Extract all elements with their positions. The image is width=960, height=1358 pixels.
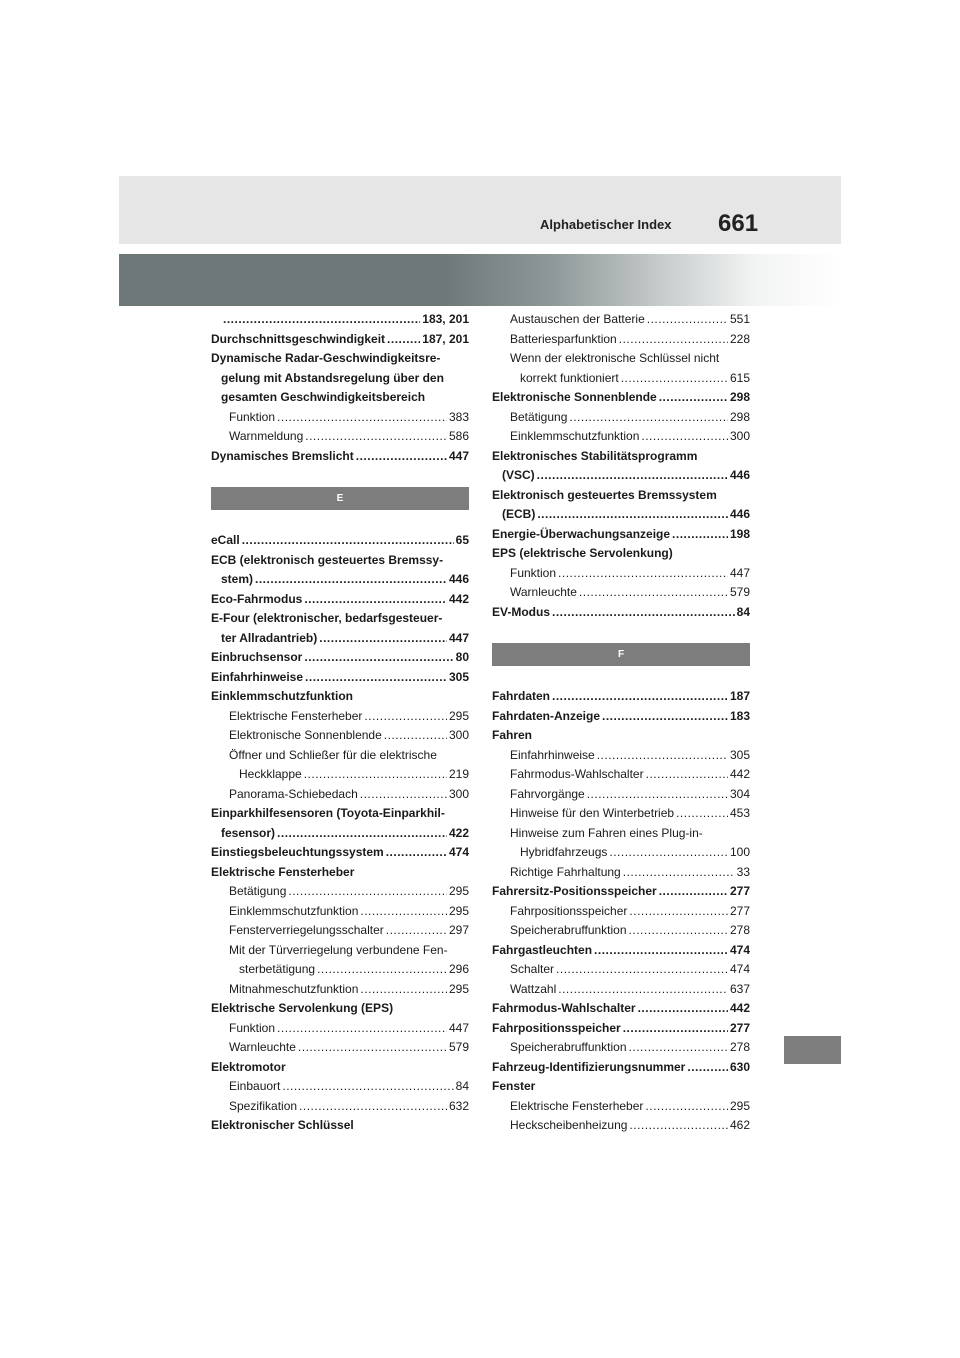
leader-dots: [223, 310, 420, 330]
page-reference: 304: [729, 786, 750, 801]
entry-text: Funktion: [229, 1020, 276, 1035]
entry-text: Elektronisches Stabilitätsprogramm: [492, 448, 698, 463]
page-reference: 187, 201: [422, 331, 469, 346]
page-reference: 65: [455, 533, 469, 547]
entry-text: Batteriesparfunktion: [510, 331, 617, 346]
leader-dots: [687, 1058, 728, 1078]
page-reference: 298: [729, 409, 750, 424]
entry-text: Heckklappe: [239, 767, 302, 781]
index-subentry[interactable]: [492, 902, 750, 922]
leader-dots: [587, 785, 728, 805]
entry-text: Fahren: [492, 728, 533, 742]
leader-dots: [299, 1097, 447, 1117]
leader-dots: [298, 1038, 447, 1058]
index-entry[interactable]: [211, 843, 469, 863]
index-subentry[interactable]: [492, 1038, 750, 1058]
index-entry[interactable]: [211, 629, 469, 649]
leader-dots: [602, 707, 728, 727]
index-entry[interactable]: [492, 1019, 750, 1039]
index-subentry: [492, 824, 750, 844]
page-reference: 300: [448, 728, 469, 742]
leader-dots: [537, 505, 728, 525]
index-entry[interactable]: [211, 824, 469, 844]
page-reference: 579: [729, 585, 750, 599]
entry-text: Einklemmschutzfunktion: [510, 429, 640, 443]
entry-text: Betätigung: [229, 884, 287, 898]
leader-dots: [623, 863, 735, 883]
leader-dots: [304, 765, 447, 785]
entry-text: Eco-Fahrmodus: [211, 591, 303, 606]
index-column-right: [492, 310, 750, 1136]
entry-text: Einbauort: [229, 1079, 281, 1093]
entry-text: Hinweise für den Winterbetrieb: [510, 806, 675, 820]
page-reference: 615: [729, 370, 750, 385]
page-reference: 446: [729, 507, 750, 521]
page-reference: 33: [736, 864, 750, 879]
leader-dots: [645, 1097, 728, 1117]
index-subentry[interactable]: [492, 843, 750, 863]
leader-dots: [282, 1077, 453, 1097]
entry-text: ECB (elektronisch gesteuertes Bremssy-: [211, 552, 444, 567]
page-reference: 300: [729, 429, 750, 443]
entry-text: Mit der Türverriegelung verbundene Fen-: [229, 942, 448, 957]
entry-text: sterbetätigung: [239, 962, 316, 976]
index-entry[interactable]: [211, 531, 469, 551]
leader-dots: [360, 980, 447, 1000]
entry-text: Fahrvorgänge: [510, 786, 585, 801]
index-subentry[interactable]: [492, 427, 750, 447]
index-entry[interactable]: [492, 603, 750, 623]
index-subentry[interactable]: [211, 1038, 469, 1058]
entry-text: Panorama-Schiebedach: [229, 786, 358, 801]
entry-text: Wenn der elektronische Schlüssel nicht: [510, 351, 720, 365]
entry-text: Einbruchsensor: [211, 650, 303, 664]
page-reference: 446: [729, 468, 750, 482]
page-reference: 183: [729, 708, 750, 723]
index-entry: [211, 999, 469, 1019]
entry-text: Spezifikation: [229, 1098, 298, 1113]
index-entry[interactable]: [492, 466, 750, 486]
page-reference: 80: [455, 650, 469, 664]
entry-text: (ECB): [502, 507, 536, 521]
page-reference: 462: [729, 1118, 750, 1132]
page-reference: 447: [448, 630, 469, 645]
entry-text: Durchschnittsgeschwindigkeit: [211, 331, 386, 346]
entry-text: Dynamisches Bremslicht: [211, 448, 354, 463]
leader-dots: [304, 648, 453, 668]
entry-text: stem): [221, 572, 254, 586]
leader-dots: [305, 668, 447, 688]
index-subentry[interactable]: [492, 1116, 750, 1136]
index-subentry[interactable]: [211, 882, 469, 902]
leader-dots: [594, 941, 728, 961]
page-reference: 637: [729, 981, 750, 996]
entry-text: Dynamische Radar-Geschwindigkeitsre-: [211, 351, 441, 365]
entry-text: Hybridfahrzeugs: [520, 845, 608, 859]
entry-text: Fahrmodus-Wahlschalter: [492, 1001, 636, 1015]
entry-text: Richtige Fahrhaltung: [510, 864, 621, 879]
entry-text: Elektronische Sonnenblende: [229, 728, 382, 742]
chapter-bar: [119, 254, 841, 306]
page-reference: 447: [729, 565, 750, 580]
page-reference: 295: [448, 981, 469, 996]
entry-text: fesensor): [221, 825, 276, 840]
leader-dots: [360, 902, 447, 922]
thumb-index-tab: [784, 1036, 841, 1064]
leader-dots: [569, 408, 728, 428]
page-reference: 586: [448, 429, 469, 443]
leader-dots: [288, 882, 447, 902]
leader-dots: [641, 427, 728, 447]
leader-dots: [579, 583, 728, 603]
entry-text: Einfahrhinweise: [211, 669, 304, 684]
index-subentry[interactable]: [211, 726, 469, 746]
entry-text: Austauschen der Batterie: [510, 312, 645, 326]
leader-dots: [672, 525, 728, 545]
index-entry[interactable]: [211, 668, 469, 688]
entry-text: Mitnahmeschutzfunktion: [229, 981, 359, 996]
entry-text: Öffner und Schließer für die elektrische: [229, 747, 437, 762]
leader-dots: [319, 629, 447, 649]
entry-text: Einklemmschutzfunktion: [211, 689, 354, 703]
index-subentry[interactable]: [211, 902, 469, 922]
page-reference: 305: [729, 747, 750, 762]
leader-dots: [558, 564, 728, 584]
entry-text: Fahrgastleuchten: [492, 942, 593, 957]
index-subentry[interactable]: [211, 427, 469, 447]
index-entry: [211, 804, 469, 824]
leader-dots: [646, 765, 728, 785]
entry-text: Schalter: [510, 962, 555, 976]
leader-dots: [629, 1116, 728, 1136]
index-subentry[interactable]: [211, 960, 469, 980]
index-subentry[interactable]: [492, 980, 750, 1000]
index-subentry: [211, 941, 469, 961]
page-reference: 442: [729, 767, 750, 781]
leader-dots: [360, 785, 447, 805]
page-reference: 183, 201: [422, 312, 469, 326]
leader-dots: [255, 570, 447, 590]
index-entry[interactable]: [211, 330, 469, 350]
page-reference: 474: [729, 942, 750, 957]
leader-dots: [647, 310, 728, 330]
page-reference: 298: [729, 390, 750, 404]
letter-heading: E: [211, 487, 469, 510]
index-subentry[interactable]: [492, 863, 750, 883]
index-entry: [211, 551, 469, 571]
entry-text: Warnleuchte: [510, 585, 577, 599]
entry-text: Betätigung: [510, 409, 568, 424]
index-subentry[interactable]: [492, 765, 750, 785]
index-subentry[interactable]: [211, 1019, 469, 1039]
page-reference: 305: [448, 669, 469, 684]
index-subentry[interactable]: [211, 765, 469, 785]
page-reference: 447: [448, 1020, 469, 1035]
entry-text: Elektrische Servolenkung (EPS): [211, 1001, 394, 1015]
entry-text: Elektronische Sonnenblende: [492, 390, 657, 404]
entry-text: gesamten Geschwindigkeitsbereich: [221, 390, 426, 404]
entry-text: E-Four (elektronischer, bedarfsgesteuer-: [211, 611, 443, 625]
entry-text: Speicherabruffunktion: [510, 1040, 627, 1054]
index-entry[interactable]: [492, 388, 750, 408]
index-entry: [492, 726, 750, 746]
entry-text: ter Allradantrieb): [221, 630, 318, 645]
leader-dots: [277, 408, 447, 428]
index-subentry: [211, 746, 469, 766]
page-reference: 278: [729, 1040, 750, 1054]
entry-text: Warnleuchte: [229, 1040, 296, 1054]
entry-text: Fenster: [492, 1079, 536, 1093]
leader-dots: [356, 447, 447, 467]
index-subentry[interactable]: [211, 707, 469, 727]
entry-text: Energie-Überwachungsanzeige: [492, 526, 671, 541]
index-entry[interactable]: [492, 941, 750, 961]
leader-dots: [552, 603, 735, 623]
entry-text: Fahrzeug-Identifizierungsnummer: [492, 1059, 686, 1074]
leader-dots: [659, 882, 728, 902]
section-title: Alphabetischer Index: [540, 217, 672, 232]
leader-dots: [305, 427, 447, 447]
index-subentry: [492, 349, 750, 369]
index-subentry[interactable]: [211, 1097, 469, 1117]
leader-dots: [558, 980, 728, 1000]
entry-text: Fahrpositionsspeicher: [510, 903, 628, 918]
page-reference: 295: [448, 903, 469, 918]
index-subentry[interactable]: [492, 746, 750, 766]
entry-text: Einstiegsbeleuchtungssystem: [211, 845, 384, 859]
index-entry[interactable]: [492, 882, 750, 902]
leader-dots: [552, 687, 728, 707]
entry-text: eCall: [211, 533, 240, 547]
index-subentry[interactable]: [492, 785, 750, 805]
leader-dots: [623, 1019, 728, 1039]
leader-dots: [638, 999, 728, 1019]
index-entry: [492, 1077, 750, 1097]
page-reference: 551: [729, 312, 750, 326]
entry-text: Elektromotor: [211, 1059, 286, 1074]
index-entry: [492, 544, 750, 564]
leader-dots: [621, 369, 728, 389]
index-entry[interactable]: [492, 505, 750, 525]
page-reference: 84: [455, 1079, 469, 1093]
page-reference: 277: [729, 1020, 750, 1035]
index-entry: [211, 863, 469, 883]
page-reference: 278: [729, 923, 750, 937]
page-number: 661: [718, 210, 759, 237]
leader-dots: [386, 921, 447, 941]
page-reference: 442: [729, 1001, 750, 1015]
entry-text: korrekt funktioniert: [520, 370, 619, 385]
page-reference: 579: [448, 1040, 469, 1054]
page-reference: 187: [729, 689, 750, 703]
entry-text: Fensterverriegelungsschalter: [229, 923, 384, 937]
index-entry: [211, 1116, 469, 1136]
index-entry[interactable]: [492, 687, 750, 707]
index-subentry[interactable]: [492, 330, 750, 350]
index-entry: [211, 687, 469, 707]
page-reference: 295: [448, 708, 469, 723]
index-subentry[interactable]: [492, 804, 750, 824]
entry-text: Fahrdaten-Anzeige: [492, 708, 601, 723]
page-reference: 198: [729, 526, 750, 541]
entry-text: Fahrersitz-Positionsspeicher: [492, 884, 657, 898]
page-reference: 383: [448, 409, 469, 424]
leader-dots: [629, 1038, 728, 1058]
entry-text: gelung mit Abstandsregelung über den: [221, 370, 444, 385]
leader-dots: [619, 330, 728, 350]
leader-dots: [676, 804, 728, 824]
entry-text: Elektronischer Schlüssel: [211, 1118, 354, 1132]
leader-dots: [277, 1019, 447, 1039]
leader-dots: [609, 843, 728, 863]
page-reference: 300: [448, 786, 469, 801]
index-entry[interactable]: [492, 707, 750, 727]
leader-dots: [304, 590, 447, 610]
index-entry[interactable]: [211, 570, 469, 590]
leader-dots: [556, 960, 728, 980]
leader-dots: [597, 746, 728, 766]
index-subentry[interactable]: [492, 408, 750, 428]
index-subentry[interactable]: [492, 564, 750, 584]
page-reference: 277: [729, 884, 750, 898]
entry-text: Elektrische Fensterheber: [510, 1098, 644, 1113]
leader-dots: [537, 466, 728, 486]
page-reference: 219: [448, 767, 469, 781]
leader-dots: [629, 921, 728, 941]
index-entry[interactable]: [211, 590, 469, 610]
leader-dots: [277, 824, 447, 844]
entry-text: (VSC): [502, 468, 535, 482]
index-entry: [211, 609, 469, 629]
page-reference: 632: [448, 1098, 469, 1113]
leader-dots: [364, 707, 447, 727]
index-column-left: [211, 310, 469, 1136]
leader-dots: [629, 902, 728, 922]
index-entry: [211, 349, 469, 369]
page-reference: 296: [448, 962, 469, 976]
index-subentry[interactable]: [211, 1077, 469, 1097]
index-entry[interactable]: [492, 525, 750, 545]
index-subentry[interactable]: [492, 310, 750, 330]
entry-text: Elektronisch gesteuertes Bremssystem: [492, 487, 717, 502]
page-reference: 474: [448, 845, 469, 859]
index-entry: [211, 388, 469, 408]
index-entry[interactable]: [211, 310, 469, 330]
entry-text: Funktion: [510, 565, 557, 580]
index-entry: [211, 369, 469, 389]
entry-text: Einparkhilfesensoren (Toyota-Einparkhil-: [211, 806, 445, 820]
index-entry[interactable]: [211, 648, 469, 668]
page-reference: 297: [448, 923, 469, 937]
leader-dots: [317, 960, 447, 980]
index-subentry[interactable]: [492, 583, 750, 603]
leader-dots: [386, 843, 447, 863]
entry-text: Hinweise zum Fahren eines Plug-in-: [510, 825, 703, 840]
index-subentry[interactable]: [492, 1097, 750, 1117]
entry-text: Elektrische Fensterheber: [229, 708, 363, 723]
page-reference: 228: [729, 331, 750, 346]
leader-dots: [242, 531, 454, 551]
page-reference: 442: [448, 591, 469, 606]
entry-text: EV-Modus: [492, 604, 551, 619]
index-subentry[interactable]: [492, 369, 750, 389]
index-entry: [211, 1058, 469, 1078]
index-entry[interactable]: [211, 447, 469, 467]
entry-text: Fahrdaten: [492, 689, 551, 703]
leader-dots: [384, 726, 447, 746]
page-reference: 446: [448, 572, 469, 586]
entry-text: Warnmeldung: [229, 429, 304, 443]
page-reference: 84: [736, 604, 750, 619]
index-entry: [492, 447, 750, 467]
page-reference: 447: [448, 448, 469, 463]
letter-heading: F: [492, 643, 750, 666]
entry-text: Funktion: [229, 409, 276, 424]
leader-dots: [659, 388, 728, 408]
index-entry: [492, 486, 750, 506]
page-reference: 474: [729, 962, 750, 976]
entry-text: Einklemmschutzfunktion: [229, 903, 359, 918]
entry-text: Fahrpositionsspeicher: [492, 1020, 621, 1035]
index-subentry[interactable]: [211, 408, 469, 428]
index-entry[interactable]: [492, 999, 750, 1019]
index-subentry[interactable]: [211, 980, 469, 1000]
page-reference: 100: [729, 845, 750, 859]
index-subentry[interactable]: [211, 785, 469, 805]
index-entry[interactable]: [492, 1058, 750, 1078]
index-subentry[interactable]: [492, 960, 750, 980]
entry-text: EPS (elektrische Servolenkung): [492, 546, 673, 560]
leader-dots: [387, 330, 420, 350]
page-reference: 295: [448, 884, 469, 898]
page-reference: 453: [729, 806, 750, 820]
index-subentry[interactable]: [211, 921, 469, 941]
page-reference: 422: [448, 825, 469, 840]
entry-text: Heckscheibenheizung: [510, 1118, 628, 1132]
page-reference: 277: [729, 903, 750, 918]
entry-text: Speicherabruffunktion: [510, 923, 627, 937]
index-subentry[interactable]: [492, 921, 750, 941]
entry-text: Fahrmodus-Wahlschalter: [510, 767, 644, 781]
entry-text: Elektrische Fensterheber: [211, 864, 355, 879]
page-reference: 295: [729, 1098, 750, 1113]
entry-text: Wattzahl: [510, 981, 557, 996]
page-reference: 630: [729, 1059, 750, 1074]
entry-text: Einfahrhinweise: [510, 747, 595, 762]
